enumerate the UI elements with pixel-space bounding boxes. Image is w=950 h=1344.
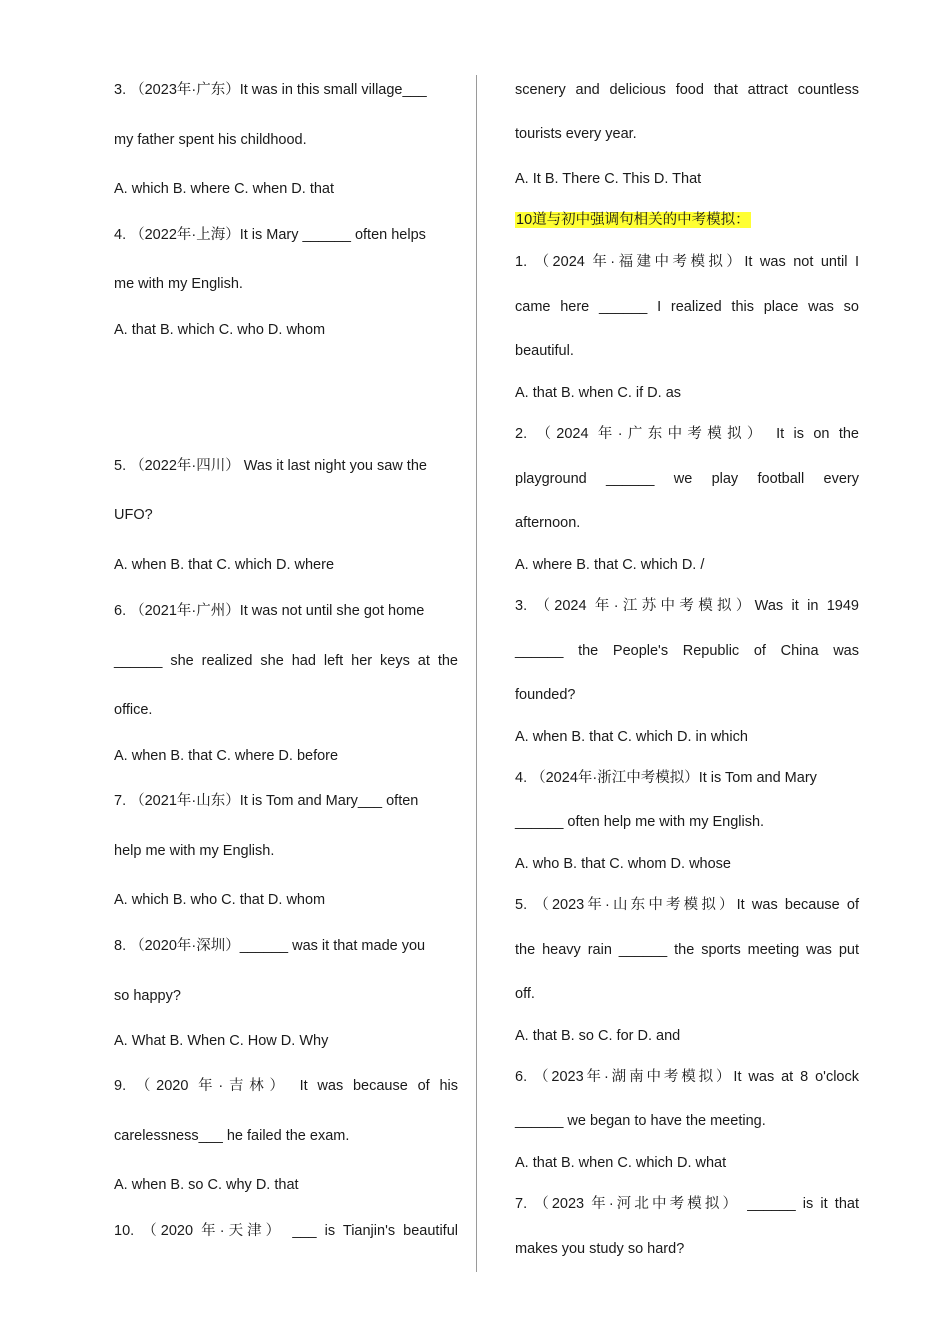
text-line: 2. （2024 年·广东中考模拟） It is on the (515, 426, 859, 442)
text-line: 1. （2024 年·福建中考模拟）It was not until I (515, 254, 859, 270)
text-line: A. which B. where C. when D. that (114, 181, 335, 197)
text-line: afternoon. (515, 515, 581, 531)
text-line: 9. （2020 年·吉林） It was because of his (114, 1078, 458, 1094)
text-line: A. who B. that C. whom D. whose (515, 856, 731, 872)
text-line: A. that B. when C. if D. as (515, 385, 682, 401)
text-line: ______ often help me with my English. (515, 814, 765, 830)
text-line: A. when B. so C. why D. that (114, 1177, 299, 1193)
text-line: 6. （2021年·广州）It was not until she got home (114, 603, 425, 619)
text-line: beautiful. (515, 343, 574, 359)
text-line: my father spent his childhood. (114, 132, 307, 148)
column-divider (476, 75, 477, 1272)
text-line: the heavy rain ______ the sports meeting was put (515, 942, 859, 958)
text-line: office. (114, 702, 153, 718)
text-line: makes you study so hard? (515, 1241, 685, 1257)
text-line: A. that B. which C. who D. whom (114, 322, 326, 338)
text-line: came here ______ I realized this place was so (515, 299, 859, 315)
text-line: UFO? (114, 507, 153, 523)
text-line: A. that B. when C. which D. what (515, 1155, 727, 1171)
text-line: tourists every year. (515, 126, 637, 142)
text-line: 5. （2022年·四川） Was it last night you saw the (114, 458, 427, 474)
text-line: 10. （2020 年·天津） ___ is Tianjin's beautiful (114, 1223, 458, 1239)
text-line: so happy? (114, 988, 181, 1004)
text-line: A. when B. that C. where D. before (114, 748, 339, 764)
text-line: A. What B. When C. How D. Why (114, 1033, 329, 1049)
text-line: ______ we began to have the meeting. (515, 1113, 766, 1129)
text-line: 7. （2023 年·河北中考模拟） ______ is it that (515, 1196, 859, 1212)
text-line: 3. （2024 年·江苏中考模拟）Was it in 1949 (515, 598, 859, 614)
text-line: A. where B. that C. which D. / (515, 557, 705, 573)
text-line: me with my English. (114, 276, 243, 292)
text-line: A. It B. There C. This D. That (515, 171, 702, 187)
section-heading (515, 209, 859, 231)
text-line: 6. （2023年·湖南中考模拟）It was at 8 o'clock (515, 1069, 859, 1085)
highlighted-heading: 10道与初中强调句相关的中考模拟： (516, 212, 750, 228)
text-line: founded? (515, 687, 576, 703)
text-line: 5. （2023年·山东中考模拟）It was because of (515, 897, 859, 913)
text-line: carelessness___ he failed the exam. (114, 1128, 350, 1144)
text-line: ______ the People's Republic of China was (515, 643, 859, 659)
text-line: off. (515, 986, 535, 1002)
text-line: A. when B. that C. which D. in which (515, 729, 748, 745)
text-line: A. when B. that C. which D. where (114, 557, 335, 573)
text-line: 8. （2020年·深圳）______ was it that made you (114, 938, 426, 954)
text-line: 7. （2021年·山东）It is Tom and Mary___ often (114, 793, 419, 809)
text-line: 4. （2024年·浙江中考模拟）It is Tom and Mary (515, 770, 817, 786)
text-line: ______ she realized she had left her keys at the (114, 653, 458, 669)
text-line: 3. （2023年·广东）It was in this small village___ (114, 82, 427, 98)
text-line: help me with my English. (114, 843, 275, 859)
text-line: scenery and delicious food that attract countless (515, 82, 859, 98)
text-line: A. which B. who C. that D. whom (114, 892, 326, 908)
text-line: A. that B. so C. for D. and (515, 1028, 681, 1044)
text-line: 4. （2022年·上海）It is Mary ______ often helps (114, 227, 426, 243)
text-line: playground ______ we play football every (515, 471, 859, 487)
